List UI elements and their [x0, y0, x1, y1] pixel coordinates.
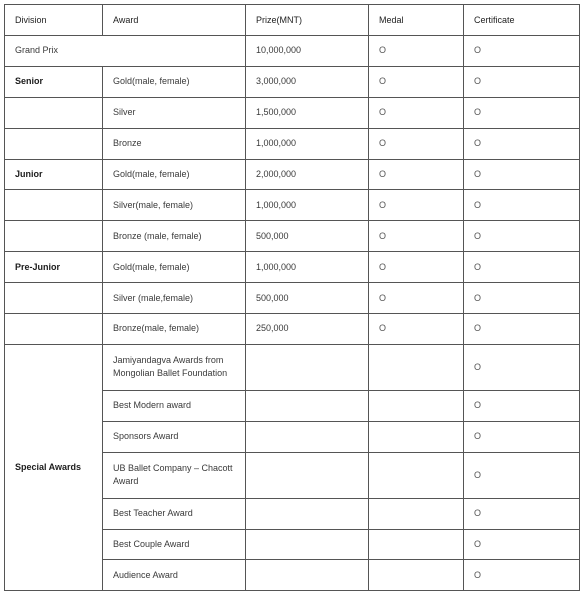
- prize-cell: [246, 529, 369, 560]
- prize-cell: 1,000,000: [246, 252, 369, 283]
- certificate-cell: O: [464, 36, 580, 67]
- certificate-cell: O: [464, 128, 580, 159]
- award-cell: Silver (male,female): [103, 283, 246, 314]
- medal-cell: O: [369, 36, 464, 67]
- certificate-cell: O: [464, 452, 580, 498]
- header-award: Award: [103, 5, 246, 36]
- division-cell: Grand Prix: [5, 36, 246, 67]
- prize-cell: 500,000: [246, 283, 369, 314]
- division-cell: [5, 128, 103, 159]
- certificate-cell: O: [464, 190, 580, 221]
- medal-cell: O: [369, 97, 464, 128]
- table-row: [5, 221, 580, 252]
- header-medal: Medal: [369, 5, 464, 36]
- medal-cell: O: [369, 128, 464, 159]
- prize-cell: 500,000: [246, 221, 369, 252]
- award-cell: Best Couple Award: [103, 529, 246, 560]
- certificate-cell: O: [464, 344, 580, 390]
- certificate-cell: O: [464, 252, 580, 283]
- table-row: [5, 128, 580, 159]
- prize-cell: [246, 421, 369, 452]
- medal-cell: [369, 421, 464, 452]
- medal-cell: O: [369, 66, 464, 97]
- division-cell: [5, 283, 103, 314]
- award-cell: Silver: [103, 97, 246, 128]
- header-division: Division: [5, 5, 103, 36]
- award-cell: Audience Award: [103, 560, 246, 591]
- medal-cell: O: [369, 221, 464, 252]
- medal-cell: [369, 390, 464, 421]
- award-cell: Jamiyandagva Awards from Mongolian Ballet Foundation: [103, 344, 246, 390]
- medal-cell: [369, 560, 464, 591]
- certificate-cell: O: [464, 97, 580, 128]
- header-certificate: Certificate: [464, 5, 580, 36]
- award-cell: Best Modern award: [103, 390, 246, 421]
- awards-table: [4, 4, 580, 591]
- medal-cell: [369, 452, 464, 498]
- medal-cell: [369, 344, 464, 390]
- medal-cell: O: [369, 252, 464, 283]
- division-cell: [5, 221, 103, 252]
- certificate-cell: O: [464, 529, 580, 560]
- division-cell: [5, 314, 103, 345]
- medal-cell: O: [369, 314, 464, 345]
- prize-cell: [246, 390, 369, 421]
- certificate-cell: O: [464, 283, 580, 314]
- award-cell: Sponsors Award: [103, 421, 246, 452]
- division-cell: Pre-Junior: [5, 252, 103, 283]
- table-row: [5, 190, 580, 221]
- table-row: [5, 36, 580, 67]
- prize-cell: 10,000,000: [246, 36, 369, 67]
- certificate-cell: O: [464, 390, 580, 421]
- prize-cell: 250,000: [246, 314, 369, 345]
- prize-cell: 1,000,000: [246, 128, 369, 159]
- award-cell: Bronze (male, female): [103, 221, 246, 252]
- special-awards-division: Special Awards: [5, 344, 103, 590]
- certificate-cell: O: [464, 66, 580, 97]
- medal-cell: [369, 498, 464, 529]
- table-row: [5, 159, 580, 190]
- prize-cell: [246, 452, 369, 498]
- prize-cell: [246, 498, 369, 529]
- division-cell: Junior: [5, 159, 103, 190]
- certificate-cell: O: [464, 221, 580, 252]
- certificate-cell: O: [464, 421, 580, 452]
- medal-cell: [369, 529, 464, 560]
- table-row: [5, 252, 580, 283]
- table-row: [5, 283, 580, 314]
- header-row: [5, 5, 580, 36]
- award-cell: Gold(male, female): [103, 159, 246, 190]
- medal-cell: O: [369, 159, 464, 190]
- award-cell: Gold(male, female): [103, 66, 246, 97]
- prize-cell: [246, 344, 369, 390]
- table-row: [5, 314, 580, 345]
- table-row: [5, 66, 580, 97]
- award-cell: Best Teacher Award: [103, 498, 246, 529]
- award-cell: Bronze: [103, 128, 246, 159]
- medal-cell: O: [369, 283, 464, 314]
- prize-cell: 1,500,000: [246, 97, 369, 128]
- prize-cell: [246, 560, 369, 591]
- award-cell: Bronze(male, female): [103, 314, 246, 345]
- header-prize: Prize(MNT): [246, 5, 369, 36]
- table-row: [5, 97, 580, 128]
- division-cell: Senior: [5, 66, 103, 97]
- division-cell: [5, 97, 103, 128]
- table-row: [5, 344, 580, 390]
- prize-cell: 3,000,000: [246, 66, 369, 97]
- prize-cell: 1,000,000: [246, 190, 369, 221]
- award-cell: Silver(male, female): [103, 190, 246, 221]
- award-cell: UB Ballet Company – Chacott Award: [103, 452, 246, 498]
- certificate-cell: O: [464, 498, 580, 529]
- medal-cell: O: [369, 190, 464, 221]
- certificate-cell: O: [464, 314, 580, 345]
- award-cell: Gold(male, female): [103, 252, 246, 283]
- certificate-cell: O: [464, 560, 580, 591]
- division-cell: [5, 190, 103, 221]
- certificate-cell: O: [464, 159, 580, 190]
- prize-cell: 2,000,000: [246, 159, 369, 190]
